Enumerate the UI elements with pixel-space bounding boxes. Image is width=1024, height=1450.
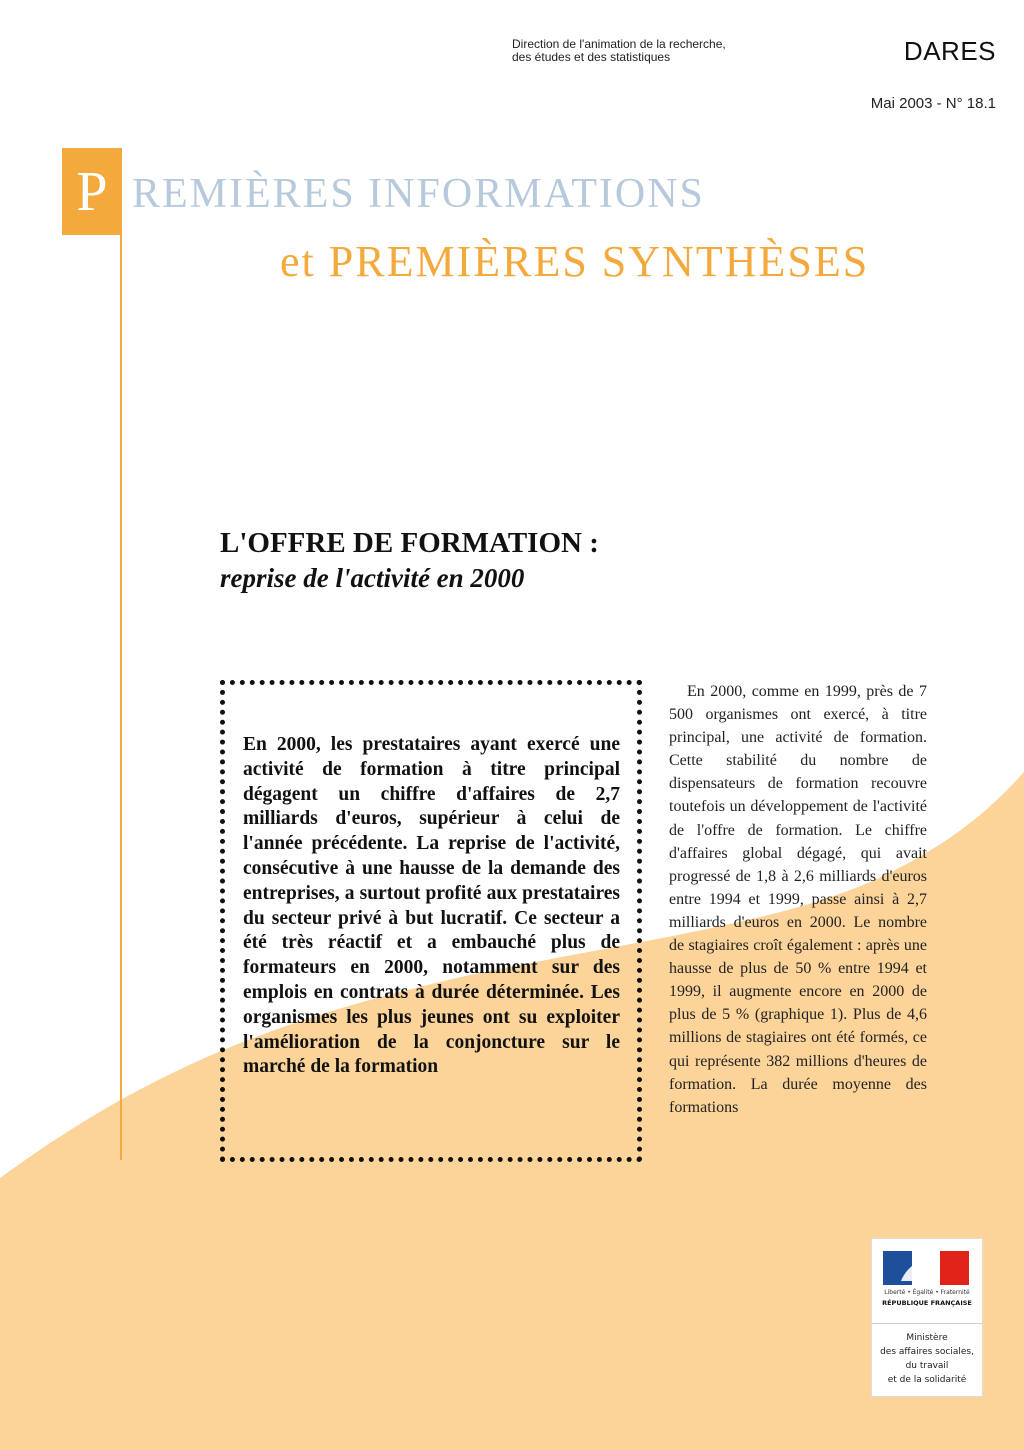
org-line-1: Direction de l'animation de la recherche, xyxy=(512,37,726,51)
republic-motto: Liberté • Égalité • Fraternité xyxy=(884,1289,970,1296)
logo-divider xyxy=(872,1323,982,1324)
masthead-title-line-2: et PREMIÈRES SYNTHÈSES xyxy=(280,237,870,286)
masthead-initial-letter: P xyxy=(76,160,108,223)
article-heading: L'OFFRE DE FORMATION : xyxy=(220,527,599,559)
ministry-name xyxy=(876,1331,978,1387)
republic-name: RÉPUBLIQUE FRANÇAISE xyxy=(882,1299,972,1307)
ministry-logo xyxy=(871,1238,983,1397)
article-subheading: reprise de l'activité en 2000 xyxy=(220,563,525,593)
marianne-flag-icon xyxy=(883,1251,969,1285)
ministry-line-3: du travail xyxy=(905,1361,949,1371)
masthead-initial xyxy=(62,148,122,235)
masthead-title-line-1: REMIÈRES INFORMATIONS xyxy=(132,171,705,217)
agency-name: DARES xyxy=(903,36,996,66)
body-column xyxy=(669,680,927,1119)
ministry-line-1: Ministère xyxy=(906,1333,948,1343)
ministry-line-4: et de la solidarité xyxy=(887,1375,967,1385)
masthead-rule xyxy=(120,235,122,1160)
body-paragraph: En 2000, comme en 1999, près de 7 500 organismes ont exercé, à titre principal, une activité de formation. Cette stabilité du nombre de dispensateurs de formation recouvre toutefois un développement de l'activité de l'offre de formation. Le chiffre d'affaires global dégagé, qui avait progressé de 1,8 à 2,6 milliards d'euros entre 1994 et 1999, passe ainsi à 2,7 milliards d'euros en 2000. Le nombre de stagiaires croît également : après une hausse de plus de 50 % entre 1994 et 1999, il augmente encore en 2000 de plus de 5 % (graphique 1). Plus de 4,6 millions de stagiaires ont été formés, ce qui représente 382 millions d'heures de formation. La durée moyenne des formations xyxy=(669,683,927,1116)
org-line-2: des études et des statistiques xyxy=(512,50,671,64)
ministry-line-2: des affaires sociales, xyxy=(880,1347,974,1357)
issue-date: Mai 2003 - N° 18.1 xyxy=(870,95,996,112)
header-organization xyxy=(512,38,782,64)
summary-text: En 2000, les prestataires ayant exercé une activité de formation à titre principal dégagent un chiffre d'affaires de 2,7 milliards d'euros, supérieur à celui de l'année précédente. La reprise de l'activité, consécutive à une hausse de la demande des entreprises, a surtout profité aux prestataires du secteur privé à but lucratif. Ce secteur a été très réactif et a embauché plus de formateurs en 2000, notamment sur des emplois en contrats à durée déterminée. Les organismes les plus jeunes ont su exploiter l'amélioration de la conjoncture sur le marché de la formation xyxy=(243,734,620,1078)
